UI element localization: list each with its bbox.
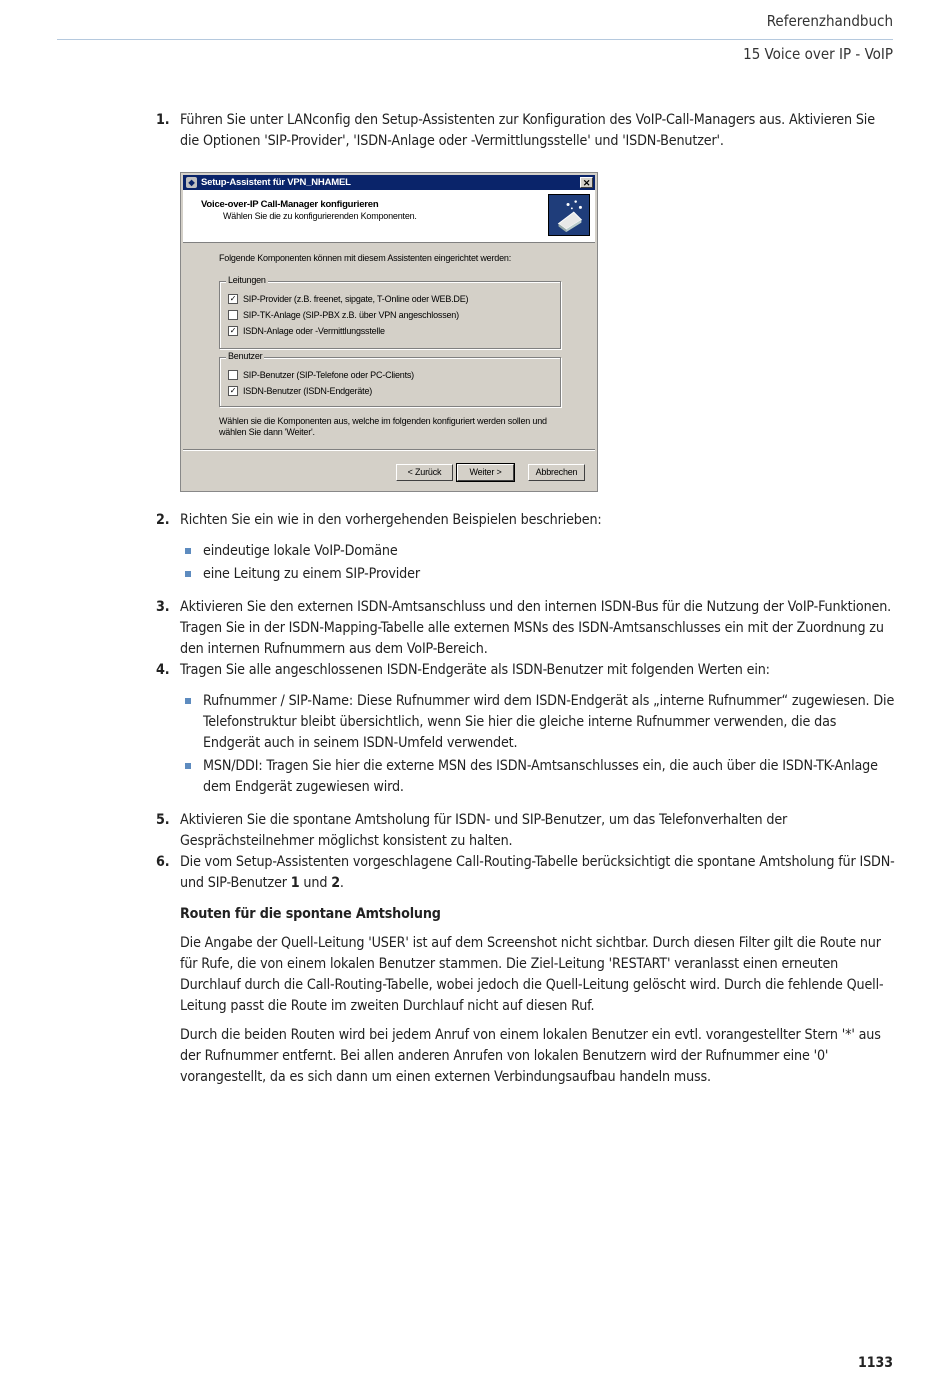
checkbox-label: ISDN-Benutzer (ISDN-Endgeräte) [243, 386, 373, 396]
running-header-title: Referenzhandbuch [766, 12, 893, 30]
wizard-header [183, 190, 595, 243]
paragraph: Durch die beiden Routen wird bei jedem Anruf von einem lokalen Benutzer ein evtl. vorangestellter Stern '*' aus der Rufnummer entfernt. Bei allen anderen Anrufen von lokalen Benutzern wird der Rufnummer eine '0' vorangestellt, da es sich dann um einen externen Verbindungsaufbau handeln muss. [180, 1027, 881, 1085]
step-text: Richten Sie ein wie in den vorhergehenden Beispielen beschrieben: [180, 512, 602, 528]
step-number: 4. [156, 662, 170, 678]
group-users [219, 351, 561, 407]
step-text-part: Die vom Setup-Assistenten vorgeschlagene Call-Routing-Tabelle berücksichtigt die spontane Amtsholung für ISDN- und SIP-Benutzer [180, 854, 895, 891]
checkbox-label: SIP-Provider (z.B. freenet, sipgate, T-Online oder WEB.DE) [243, 294, 469, 304]
step-number: 5. [156, 812, 170, 828]
step-number: 3. [156, 599, 170, 615]
step-1 [150, 110, 895, 152]
dialog-titlebar [183, 175, 595, 190]
checkbox-isdn-users[interactable] [228, 386, 372, 396]
page-number: 1133 [857, 1355, 893, 1371]
checkbox-sip-provider[interactable] [228, 294, 468, 304]
button-separator [183, 449, 595, 451]
checkbox-checked-icon[interactable]: ✓ [229, 326, 237, 335]
app-icon: ◆ [186, 177, 197, 188]
setup-wizard-dialog [180, 172, 598, 492]
cancel-button[interactable]: Abbrechen [528, 464, 585, 481]
list-item-text: Rufnummer / SIP-Name: Diese Rufnummer wird dem ISDN-Endgerät als „interne Rufnummer“ zugewiesen. Die Telefonstruktur bleibt übersichtlich, wenn Sie hier die gleiche interne Rufnummer verwenden, die das Endgerät auch in seinem ISDN-Umfeld verwendet. [203, 693, 895, 751]
checkbox-isdn-pbx[interactable] [228, 326, 385, 336]
dialog-instruction-text: Wählen sie die Komponenten aus, welche im folgenden konfiguriert werden sollen und wählen Sie dann 'Weiter'. [219, 416, 547, 437]
bullet-square-icon [185, 763, 191, 769]
bullet-list [180, 691, 895, 798]
step-3 [150, 597, 895, 660]
bullet-list [180, 541, 895, 585]
checkbox-label: SIP-TK-Anlage (SIP-PBX z.B. über VPN angeschlossen) [243, 310, 459, 320]
section-subheading: Routen für die spontane Amtsholung [180, 906, 441, 922]
checkbox-unchecked-icon[interactable] [228, 370, 238, 380]
list-item [180, 541, 895, 562]
checkbox-label: ISDN-Anlage oder -Vermittlungsstelle [243, 326, 385, 336]
step-text: Führen Sie unter LANconfig den Setup-Assistenten zur Konfiguration des VoIP-Call-Managers aus. Aktivieren Sie die Optionen 'SIP-Provider', 'ISDN-Anlage oder -Vermittlungsstelle' und 'ISDN-Benutzer'. [180, 112, 875, 149]
list-item [180, 756, 895, 798]
checkbox-unchecked-icon[interactable] [228, 310, 238, 320]
bullet-square-icon [185, 548, 191, 554]
step-number: 6. [156, 854, 170, 870]
group-lines [219, 275, 561, 349]
dialog-title: Setup-Assistent für VPN_NHAMEL [201, 177, 351, 188]
paragraph: Die Angabe der Quell-Leitung 'USER' ist auf dem Screenshot nicht sichtbar. Durch diesen Filter gilt die Route nur für Rufe, die von einem lokalen Benutzer stammen. Die Ziel-Leitung 'RESTART' veranlasst einen erneuten Durchlauf durch die Call-Routing-Tabelle, wobei jedoch die Quell-Leitung gelöscht wird. Durch die fehlende Quell-Leitung passt die Route im zweiten Durchlauf nicht auf diesen Ruf. [180, 935, 884, 1014]
next-button[interactable]: Weiter > [457, 464, 514, 481]
step-text: Tragen Sie alle angeschlossenen ISDN-Endgeräte als ISDN-Benutzer mit folgenden Werten ein: [180, 662, 770, 678]
step-4 [150, 660, 895, 798]
route-ref-1: 1 [290, 875, 300, 891]
step-5 [150, 810, 895, 852]
step-number: 1. [156, 112, 170, 128]
group-label: Benutzer [228, 351, 263, 361]
back-button[interactable]: < Zurück [396, 464, 453, 481]
list-item-text: eine Leitung zu einem SIP-Provider [203, 566, 420, 582]
group-label: Leitungen [228, 275, 266, 285]
header-rule [57, 39, 893, 40]
step-text [180, 852, 895, 894]
checkbox-checked-icon[interactable]: ✓ [229, 386, 237, 395]
list-item-text: eindeutige lokale VoIP-Domäne [203, 543, 398, 559]
running-header-chapter: 15 Voice over IP - VoIP [743, 45, 893, 63]
route-ref-2: 2 [331, 875, 340, 891]
list-item [180, 564, 895, 585]
step-text: Aktivieren Sie den externen ISDN-Amtsanschluss und den internen ISDN-Bus für die Nutzung der VoIP-Funktionen. Tragen Sie in der ISDN-Mapping-Tabelle alle externen MSNs des ISDN-Amtsanschlusses ein mit der Zuordnung zu den internen Rufnummern aus dem VoIP-Bereich. [180, 599, 892, 657]
checkbox-checked-icon[interactable]: ✓ [229, 294, 237, 303]
checkbox-sip-pbx[interactable] [228, 310, 459, 320]
step-2 [150, 510, 895, 585]
step-6 [150, 852, 895, 1088]
list-item [180, 691, 895, 754]
bullet-square-icon [185, 571, 191, 577]
wizard-subheading: Wählen Sie die zu konfigurierenden Komponenten. [223, 211, 417, 221]
step-text-part: . [339, 875, 344, 891]
step-text: Aktivieren Sie die spontane Amtsholung für ISDN- und SIP-Benutzer, um das Telefonverhalten der Gesprächsteilnehmer möglichst konsistent zu halten. [180, 812, 788, 849]
list-item-text: MSN/DDI: Tragen Sie hier die externe MSN des ISDN-Amtsanschlusses ein, die auch über die ISDN-TK-Anlage dem Endgerät zugewiesen wird. [203, 758, 878, 795]
step-text-part: und [299, 875, 332, 891]
checkbox-sip-users[interactable] [228, 370, 414, 380]
checkbox-label: SIP-Benutzer (SIP-Telefone oder PC-Clients) [243, 370, 414, 380]
dialog-intro-text: Folgende Komponenten können mit diesem Assistenten eingerichtet werden: [219, 253, 511, 263]
step-number: 2. [156, 512, 170, 528]
close-icon[interactable]: ✕ [580, 177, 593, 188]
wizard-heading: Voice-over-IP Call-Manager konfigurieren [201, 199, 379, 210]
wizard-logo-icon [548, 194, 590, 236]
bullet-square-icon [185, 698, 191, 704]
